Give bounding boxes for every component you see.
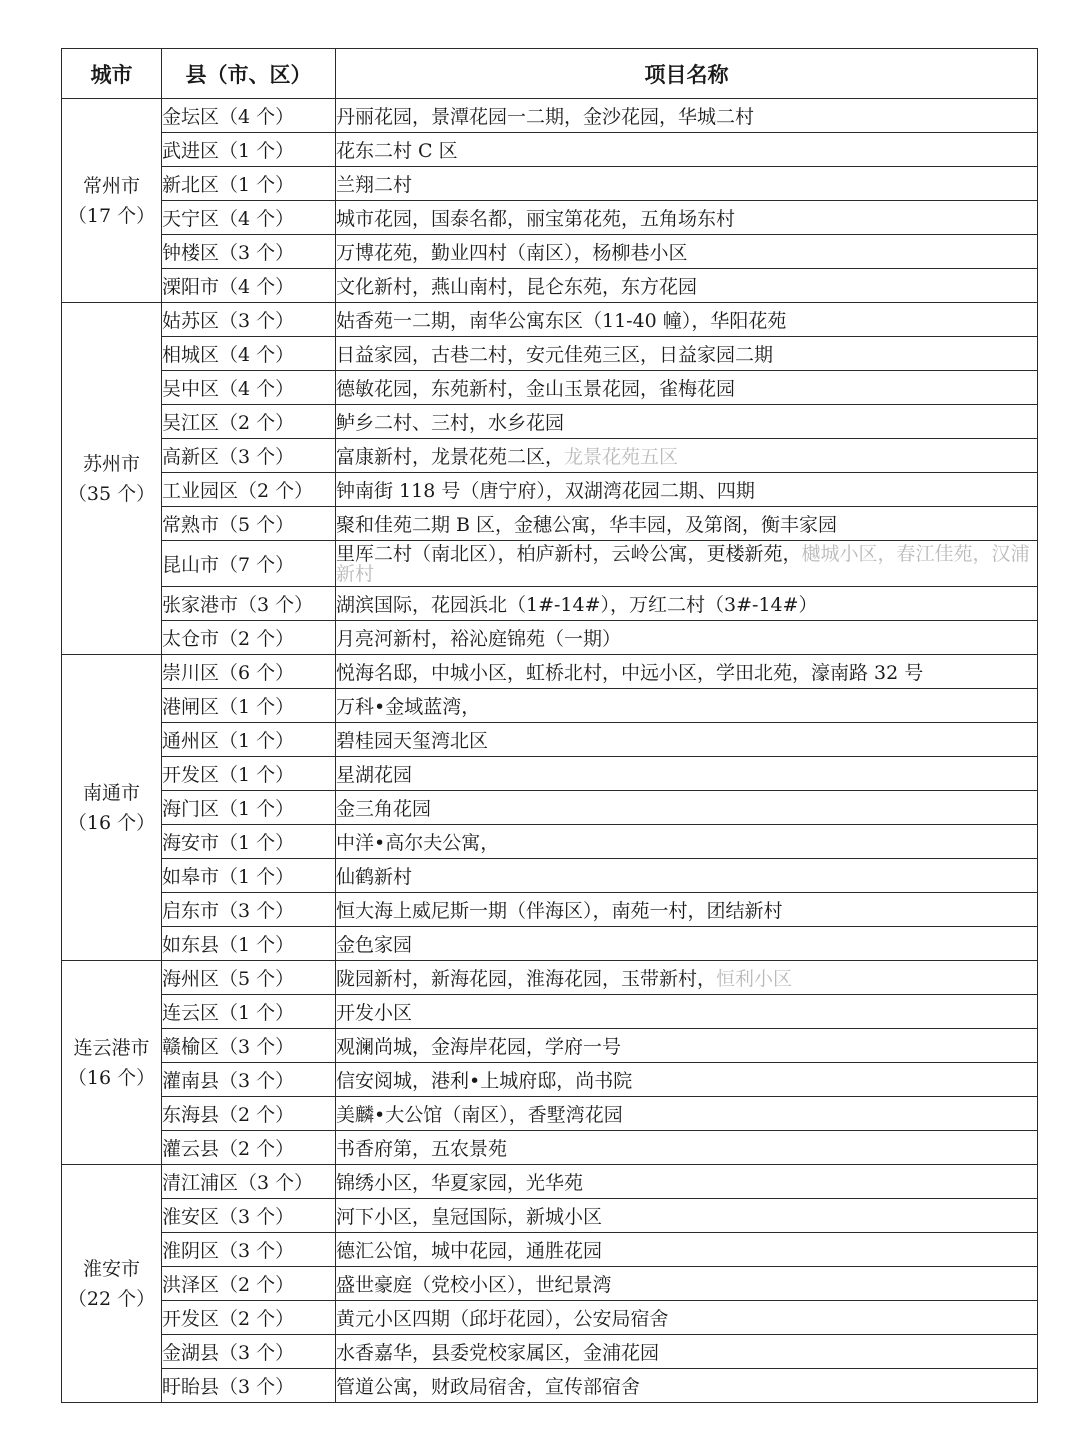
projects-cell xyxy=(336,757,1038,791)
table-row xyxy=(62,893,1038,927)
header-city: 城市 xyxy=(62,49,162,99)
table-row xyxy=(62,99,1038,133)
projects-cell xyxy=(336,791,1038,825)
table-row xyxy=(62,621,1038,655)
projects-cell xyxy=(336,621,1038,655)
projects-text: 里厍二村（南北区），柏庐新村，云岭公寓，更楼新苑， xyxy=(336,542,802,565)
projects-text: 星湖花园 xyxy=(336,764,413,786)
projects-cell xyxy=(336,1029,1038,1063)
projects-cell xyxy=(336,1233,1038,1267)
district-cell: 盱眙县（3 个） xyxy=(162,1369,336,1403)
projects-text: 湖滨国际，花园浜北（1#-14#），万红二村（3#-14#） xyxy=(336,594,818,616)
district-cell: 连云区（1 个） xyxy=(162,995,336,1029)
district-cell: 工业园区（2 个） xyxy=(162,473,336,507)
projects-faded-text: 龙景花苑五区 xyxy=(564,446,679,468)
table-row xyxy=(62,1131,1038,1165)
district-cell: 东海县（2 个） xyxy=(162,1097,336,1131)
projects-cell xyxy=(336,201,1038,235)
projects-text: 恒大海上威尼斯一期（伴海区），南苑一村，团结新村 xyxy=(336,900,783,922)
projects-text: 德汇公馆，城中花园，通胜花园 xyxy=(336,1240,603,1262)
district-cell: 海门区（1 个） xyxy=(162,791,336,825)
table-row xyxy=(62,927,1038,961)
table-row xyxy=(62,1335,1038,1369)
table-row xyxy=(62,689,1038,723)
district-cell: 洪泽区（2 个） xyxy=(162,1267,336,1301)
table-row xyxy=(62,825,1038,859)
district-cell: 通州区（1 个） xyxy=(162,723,336,757)
projects-cell xyxy=(336,825,1038,859)
projects-faded-text: 樾城小区，春江佳苑，汉浦新村 xyxy=(336,542,1030,585)
projects-text: 花东二村 C 区 xyxy=(336,140,458,162)
projects-cell xyxy=(336,167,1038,201)
table-row xyxy=(62,1233,1038,1267)
city-count: （16 个） xyxy=(67,1066,156,1089)
district-cell: 淮安区（3 个） xyxy=(162,1199,336,1233)
projects-text: 锦绣小区，华夏家园，光华苑 xyxy=(336,1172,584,1194)
projects-cell xyxy=(336,405,1038,439)
district-cell: 赣榆区（3 个） xyxy=(162,1029,336,1063)
projects-text: 书香府第，五农景苑 xyxy=(336,1138,508,1160)
district-cell: 崇川区（6 个） xyxy=(162,655,336,689)
table-row xyxy=(62,541,1038,587)
projects-cell xyxy=(336,1131,1038,1165)
projects-cell xyxy=(336,133,1038,167)
table-row xyxy=(62,507,1038,541)
projects-text: 金三角花园 xyxy=(336,798,432,820)
district-cell: 钟楼区（3 个） xyxy=(162,235,336,269)
district-cell: 如东县（1 个） xyxy=(162,927,336,961)
projects-cell xyxy=(336,99,1038,133)
table-row xyxy=(62,655,1038,689)
district-cell: 金坛区（4 个） xyxy=(162,99,336,133)
projects-cell xyxy=(336,1301,1038,1335)
projects-cell xyxy=(336,1097,1038,1131)
city-name: 淮安市 xyxy=(82,1257,140,1280)
table-row xyxy=(62,859,1038,893)
projects-cell xyxy=(336,1165,1038,1199)
district-cell: 昆山市（7 个） xyxy=(162,541,336,587)
projects-text: 丹丽花园，景潭花园一二期，金沙花园，华城二村 xyxy=(336,106,755,128)
header-project: 项目名称 xyxy=(336,49,1038,99)
table-row xyxy=(62,961,1038,995)
header-district: 县（市、区） xyxy=(162,49,336,99)
district-cell: 姑苏区（3 个） xyxy=(162,303,336,337)
projects-text: 观澜尚城，金海岸花园，学府一号 xyxy=(336,1036,622,1058)
table-row xyxy=(62,1369,1038,1403)
projects-text: 聚和佳苑二期 B 区，金穗公寓，华丰园，及第阁，衡丰家园 xyxy=(336,514,838,536)
projects-cell xyxy=(336,893,1038,927)
table-body xyxy=(62,99,1038,1403)
projects-text: 万博花苑，勤业四村（南区），杨柳巷小区 xyxy=(336,242,688,264)
projects-text: 黄元小区四期（邱圩花园），公安局宿舍 xyxy=(336,1308,669,1330)
projects-text: 悦海名邸，中城小区，虹桥北村，中远小区，学田北苑，濠南路 32 号 xyxy=(336,662,924,684)
district-cell: 张家港市（3 个） xyxy=(162,587,336,621)
projects-cell xyxy=(336,1267,1038,1301)
projects-text: 鲈乡二村、三村，水乡花园 xyxy=(336,412,565,434)
projects-text: 城市花园，国泰名都，丽宝第花苑，五角场东村 xyxy=(336,208,736,230)
district-cell: 溧阳市（4 个） xyxy=(162,269,336,303)
projects-cell xyxy=(336,473,1038,507)
city-count: （16 个） xyxy=(67,811,156,834)
projects-text: 管道公寓，财政局宿舍，宣传部宿舍 xyxy=(336,1376,641,1398)
city-name: 常州市 xyxy=(82,174,140,197)
projects-cell xyxy=(336,655,1038,689)
table-row xyxy=(62,167,1038,201)
table-row xyxy=(62,439,1038,473)
table-row xyxy=(62,1199,1038,1233)
projects-cell xyxy=(336,541,1038,587)
district-cell: 灌云县（2 个） xyxy=(162,1131,336,1165)
projects-text: 文化新村，燕山南村，昆仑东苑，东方花园 xyxy=(336,276,698,298)
city-cell xyxy=(62,655,162,961)
table-row xyxy=(62,303,1038,337)
projects-cell xyxy=(336,995,1038,1029)
city-cell xyxy=(62,1165,162,1403)
projects-cell xyxy=(336,587,1038,621)
projects-cell xyxy=(336,337,1038,371)
table-row xyxy=(62,995,1038,1029)
table-row xyxy=(62,723,1038,757)
city-name: 南通市 xyxy=(82,781,140,804)
projects-text: 开发小区 xyxy=(336,1002,413,1024)
district-cell: 新北区（1 个） xyxy=(162,167,336,201)
projects-cell xyxy=(336,507,1038,541)
table-row xyxy=(62,791,1038,825)
district-cell: 武进区（1 个） xyxy=(162,133,336,167)
district-cell: 吴中区（4 个） xyxy=(162,371,336,405)
district-cell: 常熟市（5 个） xyxy=(162,507,336,541)
district-cell: 吴江区（2 个） xyxy=(162,405,336,439)
district-cell: 相城区（4 个） xyxy=(162,337,336,371)
projects-text: 姑香苑一二期，南华公寓东区（11-40 幢），华阳花苑 xyxy=(336,310,787,332)
projects-cell xyxy=(336,303,1038,337)
projects-text: 信安阅城，港利•上城府邸，尚书院 xyxy=(336,1070,633,1092)
projects-faded-text: 恒利小区 xyxy=(716,968,793,990)
district-cell: 清江浦区（3 个） xyxy=(162,1165,336,1199)
table-row xyxy=(62,587,1038,621)
projects-text: 陇园新村，新海花园，淮海花园，玉带新村， xyxy=(336,968,717,990)
projects-cell xyxy=(336,1063,1038,1097)
district-cell: 金湖县（3 个） xyxy=(162,1335,336,1369)
table-row xyxy=(62,235,1038,269)
projects-cell xyxy=(336,689,1038,723)
district-cell: 如皋市（1 个） xyxy=(162,859,336,893)
projects-text: 钟南街 118 号（唐宁府），双湖湾花园二期、四期 xyxy=(336,480,755,502)
table-row xyxy=(62,371,1038,405)
table-row xyxy=(62,269,1038,303)
projects-cell xyxy=(336,859,1038,893)
projects-text: 仙鹤新村 xyxy=(336,866,413,888)
city-cell xyxy=(62,961,162,1165)
projects-cell xyxy=(336,723,1038,757)
district-cell: 开发区（1 个） xyxy=(162,757,336,791)
city-name: 连云港市 xyxy=(73,1036,150,1059)
projects-cell xyxy=(336,927,1038,961)
projects-text: 兰翔二村 xyxy=(336,174,413,196)
table-row xyxy=(62,405,1038,439)
projects-text: 德敏花园，东苑新村，金山玉景花园，雀梅花园 xyxy=(336,378,736,400)
district-cell: 天宁区（4 个） xyxy=(162,201,336,235)
projects-cell xyxy=(336,439,1038,473)
projects-cell xyxy=(336,961,1038,995)
table-row xyxy=(62,201,1038,235)
city-count: （17 个） xyxy=(67,204,156,227)
projects-text: 日益家园，古巷二村，安元佳苑三区，日益家园二期 xyxy=(336,344,774,366)
projects-text: 美麟•大公馆（南区），香墅湾花园 xyxy=(336,1104,623,1126)
table-header-row xyxy=(62,49,1038,99)
city-cell xyxy=(62,303,162,655)
projects-cell xyxy=(336,1369,1038,1403)
projects-text: 月亮河新村，裕沁庭锦苑（一期） xyxy=(336,628,622,650)
table-row xyxy=(62,1097,1038,1131)
city-count: （22 个） xyxy=(67,1287,156,1310)
district-cell: 海安市（1 个） xyxy=(162,825,336,859)
projects-cell xyxy=(336,235,1038,269)
table-row xyxy=(62,337,1038,371)
district-cell: 海州区（5 个） xyxy=(162,961,336,995)
project-list-table xyxy=(61,48,1038,1403)
district-cell: 灌南县（3 个） xyxy=(162,1063,336,1097)
district-cell: 港闸区（1 个） xyxy=(162,689,336,723)
district-cell: 启东市（3 个） xyxy=(162,893,336,927)
district-cell: 高新区（3 个） xyxy=(162,439,336,473)
projects-text: 金色家园 xyxy=(336,934,413,956)
table-row xyxy=(62,133,1038,167)
projects-cell xyxy=(336,1335,1038,1369)
projects-text: 富康新村，龙景花苑二区， xyxy=(336,446,565,468)
table-row xyxy=(62,757,1038,791)
table-row xyxy=(62,1301,1038,1335)
projects-text: 水香嘉华，县委党校家属区，金浦花园 xyxy=(336,1342,660,1364)
projects-text: 盛世豪庭（党校小区），世纪景湾 xyxy=(336,1274,612,1296)
projects-text: 碧桂园天玺湾北区 xyxy=(336,730,489,752)
table-row xyxy=(62,473,1038,507)
projects-text: 中洋•高尔夫公寓， xyxy=(336,832,500,854)
table-row xyxy=(62,1063,1038,1097)
table-row xyxy=(62,1029,1038,1063)
city-cell xyxy=(62,99,162,303)
table-row xyxy=(62,1165,1038,1199)
district-cell: 太仓市（2 个） xyxy=(162,621,336,655)
district-cell: 淮阴区（3 个） xyxy=(162,1233,336,1267)
projects-cell xyxy=(336,269,1038,303)
projects-cell xyxy=(336,371,1038,405)
projects-text: 万科•金域蓝湾， xyxy=(336,696,481,718)
projects-text: 河下小区，皇冠国际，新城小区 xyxy=(336,1206,603,1228)
projects-cell xyxy=(336,1199,1038,1233)
district-cell: 开发区（2 个） xyxy=(162,1301,336,1335)
table-row xyxy=(62,1267,1038,1301)
city-count: （35 个） xyxy=(67,482,156,505)
city-name: 苏州市 xyxy=(82,452,140,475)
